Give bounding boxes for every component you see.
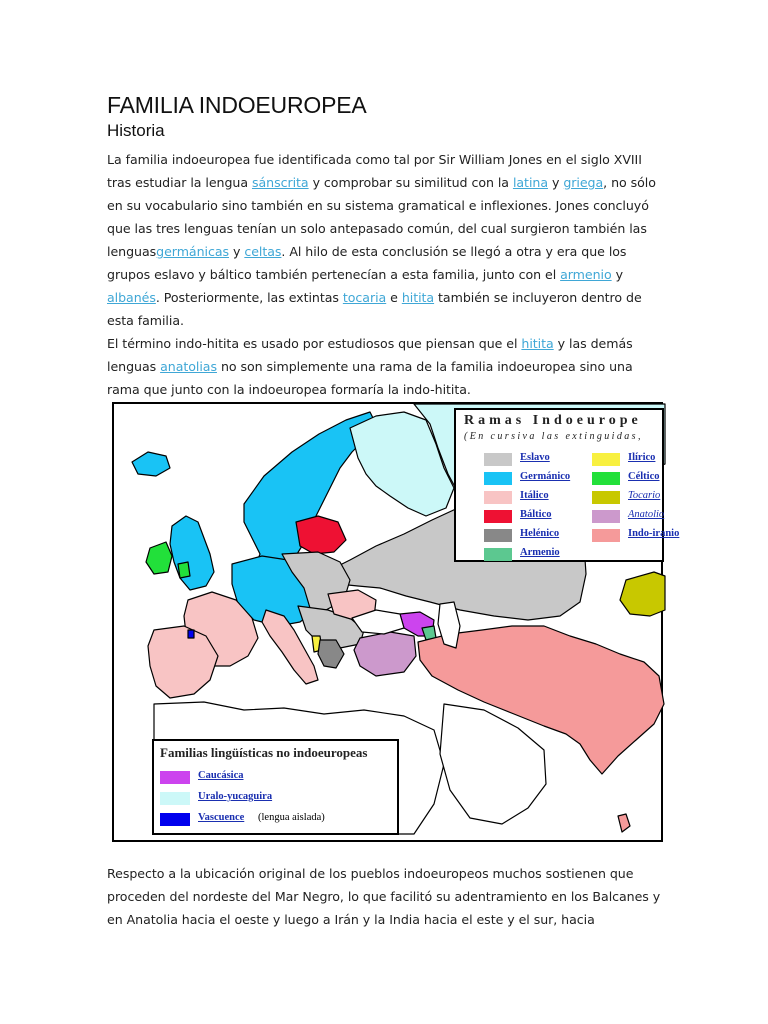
legend-swatch: [484, 548, 512, 561]
text: . Al hilo de esta conclusión se llegó a otra y era que los grupos eslavo y báltico también pertenecían a esta familia, junto con el: [107, 244, 627, 282]
legend-swatch: [592, 529, 620, 542]
region-arabia: [440, 704, 546, 824]
region-iceland: [132, 452, 170, 476]
legend2-title: Familias lingüísticas no indoeuropeas: [160, 745, 368, 760]
legend-label[interactable]: Vascuence: [198, 812, 245, 823]
legend-label[interactable]: Tocario: [628, 490, 661, 501]
page-title: FAMILIA INDOEUROPEA: [107, 92, 367, 118]
paragraph-history: [107, 148, 663, 332]
legend-swatch: [484, 472, 512, 485]
link-anatolias[interactable]: anatolias: [160, 359, 217, 374]
legend-label[interactable]: Indo-iranio: [628, 528, 680, 539]
legend-swatch: [592, 472, 620, 485]
text: no son simplemente una rama de la familia indoeuropea sino una rama que junto con la indoeuropea formaría la indo-hitita.: [107, 359, 633, 397]
link-albanes[interactable]: albanés: [107, 290, 156, 305]
link-griega[interactable]: griega: [563, 175, 604, 190]
link-tocaria[interactable]: tocaria: [342, 290, 387, 305]
region-basque: [188, 630, 194, 638]
link-hitita-2[interactable]: hitita: [521, 336, 554, 351]
legend-swatch: [592, 510, 620, 523]
text: e: [386, 290, 402, 305]
link-sanscrita[interactable]: sánscrita: [251, 175, 309, 190]
link-hitita[interactable]: hitita: [401, 290, 435, 305]
link-armenio[interactable]: armenio: [560, 267, 612, 282]
link-germanicas[interactable]: germánicas: [156, 244, 230, 259]
article: [107, 92, 663, 401]
text: y: [611, 267, 623, 282]
region-ireland: [146, 542, 172, 574]
legend-swatch: [484, 510, 512, 523]
legend-title: Ramas Indoeurope: [464, 413, 642, 428]
legend-swatch: [160, 771, 190, 784]
region-britain: [170, 516, 214, 590]
legend-swatch: [160, 813, 190, 826]
paragraph-indo-hitita: [107, 332, 663, 401]
legend-label[interactable]: Uralo-yucaguira: [198, 791, 273, 802]
region-tocharian: [620, 572, 665, 616]
text: y: [229, 244, 245, 259]
text: , no sólo en su vocabulario sino también en su sistema gramatical e inflexiones. Jones concluyó que las tres lenguas tenían un solo antepasado común, del cual surgieron también las lenguas: [107, 175, 656, 259]
region-baltic: [296, 516, 346, 554]
text: y comprobar su similitud con la: [308, 175, 513, 190]
legend-swatch: [592, 453, 620, 466]
link-celtas[interactable]: celtas: [244, 244, 282, 259]
legend-label[interactable]: Itálico: [520, 490, 549, 501]
legend-label[interactable]: Eslavo: [520, 452, 550, 463]
text: y: [548, 175, 564, 190]
text: también se incluyeron dentro de esta familia.: [107, 290, 642, 328]
legend-swatch: [484, 529, 512, 542]
text: La familia indoeuropea fue identificada como tal por Sir William Jones en el siglo XVIII tras estudiar la lengua: [107, 152, 642, 190]
link-latina[interactable]: latina: [512, 175, 548, 190]
legend-swatch: [160, 792, 190, 805]
section-heading: Historia: [107, 121, 165, 140]
legend-label[interactable]: Armenio: [520, 547, 560, 558]
article-continued: [107, 862, 663, 931]
text: El término indo-hitita es usado por estudiosos que piensan que el: [107, 336, 522, 351]
legend-subtitle: (En cursiva las extinguidas,: [464, 431, 643, 442]
legend-label[interactable]: Caucásica: [198, 770, 244, 781]
legend-label[interactable]: Báltico: [520, 509, 552, 520]
legend-indoeuropean-branches: [454, 408, 680, 562]
legend-label[interactable]: Helénico: [520, 528, 560, 539]
legend-swatch: [484, 453, 512, 466]
legend-swatch: [592, 491, 620, 504]
legend-label[interactable]: Anatolio: [628, 509, 665, 520]
legend-label[interactable]: Ilírico: [628, 452, 656, 463]
language-map: [112, 402, 680, 842]
paragraph-origin: Respecto a la ubicación original de los pueblos indoeuropeos muchos sostienen que proceden del nordeste del Mar Negro, lo que facilitó su adentramiento en los Balcanes y en Anatolia hacia el oeste y luego a Irán y la India hacia el este y el sur, hacia: [107, 866, 661, 927]
region-wales: [178, 562, 190, 578]
legend-non-indoeuropean: [152, 739, 399, 835]
region-anatolia: [354, 632, 416, 676]
text: y las demás lenguas: [107, 336, 633, 374]
legend-label[interactable]: Céltico: [628, 471, 660, 482]
legend-label[interactable]: Germánico: [520, 471, 571, 482]
text: . Posteriormente, las extintas: [155, 290, 343, 305]
legend-note: (lengua aislada): [258, 812, 325, 823]
region-sri-lanka: [618, 814, 630, 832]
legend-swatch: [484, 491, 512, 504]
